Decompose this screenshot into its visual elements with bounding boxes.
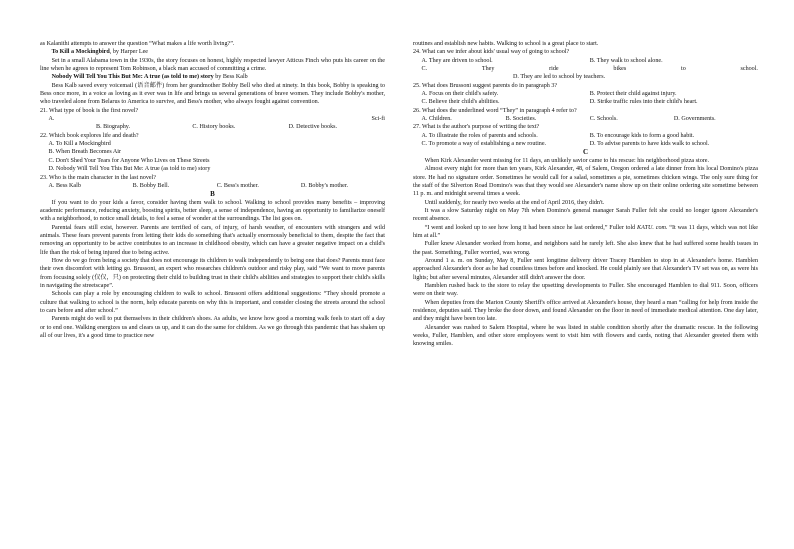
paragraph: Schools can play a role by encouraging children to walk to school. Brussoni offers additional suggestions: “They should promote a culture that walking to school is the norm, help educate parents on why this is important, and consider closing the streets around the school to cars before and after school.” xyxy=(40,291,385,314)
option-c: C. Don't Shed Your Tears for Anyone Who Lives on These Streets xyxy=(48,157,210,164)
question-27-options-row1 xyxy=(413,132,758,140)
question-22: 22. Which book explores life and death? xyxy=(40,132,139,139)
section-heading-c: C xyxy=(582,148,589,157)
option-c-word: C. xyxy=(421,66,428,73)
left-column xyxy=(40,40,385,340)
option-c-word: to xyxy=(681,66,686,73)
question-26-options xyxy=(413,115,758,123)
option-d: D. To advise parents to have kids walk to school. xyxy=(589,141,710,148)
book-heading xyxy=(40,73,385,81)
option-b: B. To encourage kids to form a good habit. xyxy=(589,132,695,139)
question-21-options-row1 xyxy=(40,115,385,123)
option-b: B. They walk to school alone. xyxy=(589,57,663,64)
text-run: “I went and looked up to see how long it had been since he last ordered,” Fuller told xyxy=(424,224,638,231)
option-c-word: bikes xyxy=(613,66,627,73)
option-c: C. Schools. xyxy=(589,116,618,123)
book-author: , by Harper Lee xyxy=(109,49,149,56)
option-b: B. Protect their child against injury. xyxy=(589,91,677,98)
paragraph: Fuller knew Alexander worked from home, and neighbors said he rarely left. She also knew that he had suffered some health issues in the past. Something, Fuller worried, was wrong. xyxy=(413,241,758,256)
question-21-options-row2 xyxy=(40,123,385,131)
question-25-options-row2 xyxy=(413,98,758,106)
question-23: 23. Who is the main character in the last novel? xyxy=(40,174,156,181)
question-27: 27. What is the author's purpose of writing the text? xyxy=(413,124,540,131)
option-c-word: ride xyxy=(549,66,559,73)
option-d: D. Governments. xyxy=(673,116,716,123)
option-a: A. To illustrate the roles of parents and schools. xyxy=(421,132,538,139)
option-d: D. Nobody Will Tell You This But Me: A true (as told to me) story xyxy=(48,166,211,173)
option-a-cont: Sci-fi xyxy=(371,116,385,123)
option-a: A. xyxy=(48,116,55,123)
book-title: To Kill a Mockingbird xyxy=(51,49,110,56)
option-c: C. Believe their child's abilities. xyxy=(421,99,500,106)
option-c-word: school. xyxy=(740,66,758,73)
question-26: 26. What does the underlined word “They” in paragraph 4 refer to? xyxy=(413,107,577,114)
paragraph: When Kirk Alexander went missing for 11 days, an unlikely savior came to his rescue: his neighborhood pizza store. xyxy=(424,157,709,164)
right-column xyxy=(413,40,758,349)
question-24-option-c xyxy=(413,65,758,73)
option-b: B. Societies. xyxy=(505,116,537,123)
paragraph: How do we go from being a society that does not encourage its children to walk independently to being one that does? Parents must face their own discomfort with letting go. Brussoni, an expert who researches children's outdoor and risky play, said “We want to move parents from focusing solely (仅仅，只) on protecting their child to building trust in their child's abilities and strategies to support their child's skills in navigating the streetscape”. xyxy=(40,257,385,289)
paragraph: If you want to do your kids a favor, consider having them walk to school. Walking to school provides many benefits – improving academic performance, reducing anxiety, boosting spirits, better sleep, a sense of independence, having an opportunity to familiarize oneself with a neighborhood, to notice small details, to feel a sense of wonder at the surroundings. The list goes on. xyxy=(40,199,385,223)
question-24-options-row1 xyxy=(413,57,758,65)
paragraph: Parental fears still exist, however. Parents are terrified of cars, of injury, of harsh weather, of encounters with strangers and wild animals. These fears prevent parents from letting their kids do something that's actually enormously beneficial to them, despite the fact that removing an opportunity to be active contributes to an increase in childhood obesity, which can have a greater negative impact on a child's life than the risk of being injured due to being active. xyxy=(40,224,385,256)
paragraph: Hamblen rushed back to the store to relay the upsetting developments to Fuller. She encouraged Hamblen to dial 911. Soon, officers were on their way. xyxy=(413,282,758,298)
option-d: D. They are led to school by teachers. xyxy=(513,74,606,81)
question-21: 21. What type of book is the first novel? xyxy=(40,107,139,114)
option-b: B. Bobby Bell. xyxy=(132,182,170,189)
question-27-options-row2 xyxy=(413,140,758,148)
option-d: D. Strike traffic rules into their child's heart. xyxy=(589,99,698,106)
paragraph: When deputies from the Marion County Sheriff's office arrived at Alexander's house, they heard a man “calling for help from inside the residence, deputies said. They broke the door down, and found Alexander on the floor in need of immediate medical attention. One day later, and they might have been too late. xyxy=(413,299,758,323)
option-c: C. To promote a way of establishing a new routine. xyxy=(421,141,547,148)
paragraph: Until suddenly, for nearly two weeks at the end of April 2016, they didn't. xyxy=(424,199,605,206)
paragraph: It was a slow Saturday night on May 7th when Domino's general manager Sarah Fuller felt she could no longer ignore Alexander's recent absence. xyxy=(413,207,758,223)
book-title: Nobody Will Tell You This But Me: A true (as told to me) story xyxy=(51,74,214,81)
paragraph: Set in a small Alabama town in the 1930s, the story focuses on honest, highly respected lawyer Atticus Finch who puts his career on the line when he agrees to represent Tom Robinson, a black man accused of committing a crime. xyxy=(40,57,385,73)
option-c: C. Bess's mother. xyxy=(216,182,259,189)
option-d: D. Bobby's mother. xyxy=(300,182,349,189)
option-d: D. Detective books. xyxy=(288,124,338,131)
paragraph: Parents might do well to put themselves in their children's shoes. As adults, we know how good a morning walk feels to start off a day or to end one. Walking energizes us and clears us up, and it can do the same for children. As we go through this pandemic that has shaken up all of our lives, it's a good time to practice new xyxy=(40,316,385,340)
section-heading-b: B xyxy=(210,190,215,199)
option-a: A. Bess Kalb xyxy=(48,182,81,189)
option-a: A. Children. xyxy=(421,116,452,123)
paragraph: routines and establish new habits. Walking to school is a great place to start. xyxy=(413,41,599,47)
paragraph: Almost every night for more than ten years, Kirk Alexander, 48, of Salem, Oregon ordered a late dinner from his local Domino's pizza store. He had no signature order. Sometimes he would call for a salad, sometimes a pie, sometimes chicken wings. The only sure thing for the staff of the Silverton Road Domino's was that they would see Alexander's name show up on their online ordering site sometime between 11 p. m. and midnight several times a week. xyxy=(413,166,758,198)
question-23-options xyxy=(40,182,385,190)
text-run: . “It was 11 days, which was not like him at all.” xyxy=(413,224,758,239)
book-author: by Bess Kalb xyxy=(213,74,248,81)
question-25: 25. What does Brussoni suggest parents do in paragraph 3? xyxy=(413,82,558,89)
option-a: A. Focus on their child's safety. xyxy=(421,91,499,98)
question-25-options-row1 xyxy=(413,90,758,98)
paragraph: Bess Kalb saved every voicemail (语音邮件) from her grandmother Bobby Bell who died at ninety. In this book, Bobby is speaking to Bess once more, in a voice as loving as it ever was in life and brings us several generations of brave women. They include Bobby's mother, who traveled alone from Belarus to America to survive, and Bess's mother, who always fought against convention. xyxy=(40,82,385,106)
book-heading xyxy=(40,48,385,56)
option-c-word: They xyxy=(481,66,495,73)
option-a: A. To Kill a Mockingbird xyxy=(48,141,111,148)
source-name: KATU. com xyxy=(637,224,666,231)
option-c: C. History books. xyxy=(192,124,236,131)
paragraph: Around 1 a. m. on Sunday, May 8, Fuller sent longtime delivery driver Tracey Hamblen to stop in at Alexander's home. Hamblen approached Alexander's door as he had countless times before and knocked. He could plainly see that Alexander's TV set was on, as were his lights; but after several minutes, Alexander still didn't answer the door. xyxy=(413,257,758,281)
paragraph: Alexander was rushed to Salem Hospital, where he was listed in stable condition shortly after the dramatic rescue. In the following weeks, Fuller, Hamblen, and other store employees went to visit him with flowers and cards, noting that Alexander greeted them with knowing smiles. xyxy=(413,324,758,348)
option-a: A. They are driven to school. xyxy=(421,57,493,64)
paragraph xyxy=(413,224,758,241)
paragraph: as Kalanithi attempts to answer the question “What makes a life worth living?”. xyxy=(40,41,235,47)
question-24: 24. What can we infer about kids' usual way of going to school? xyxy=(413,49,570,56)
option-b: B. When Breath Becomes Air xyxy=(48,149,122,156)
option-b: B. Biography. xyxy=(96,124,130,131)
